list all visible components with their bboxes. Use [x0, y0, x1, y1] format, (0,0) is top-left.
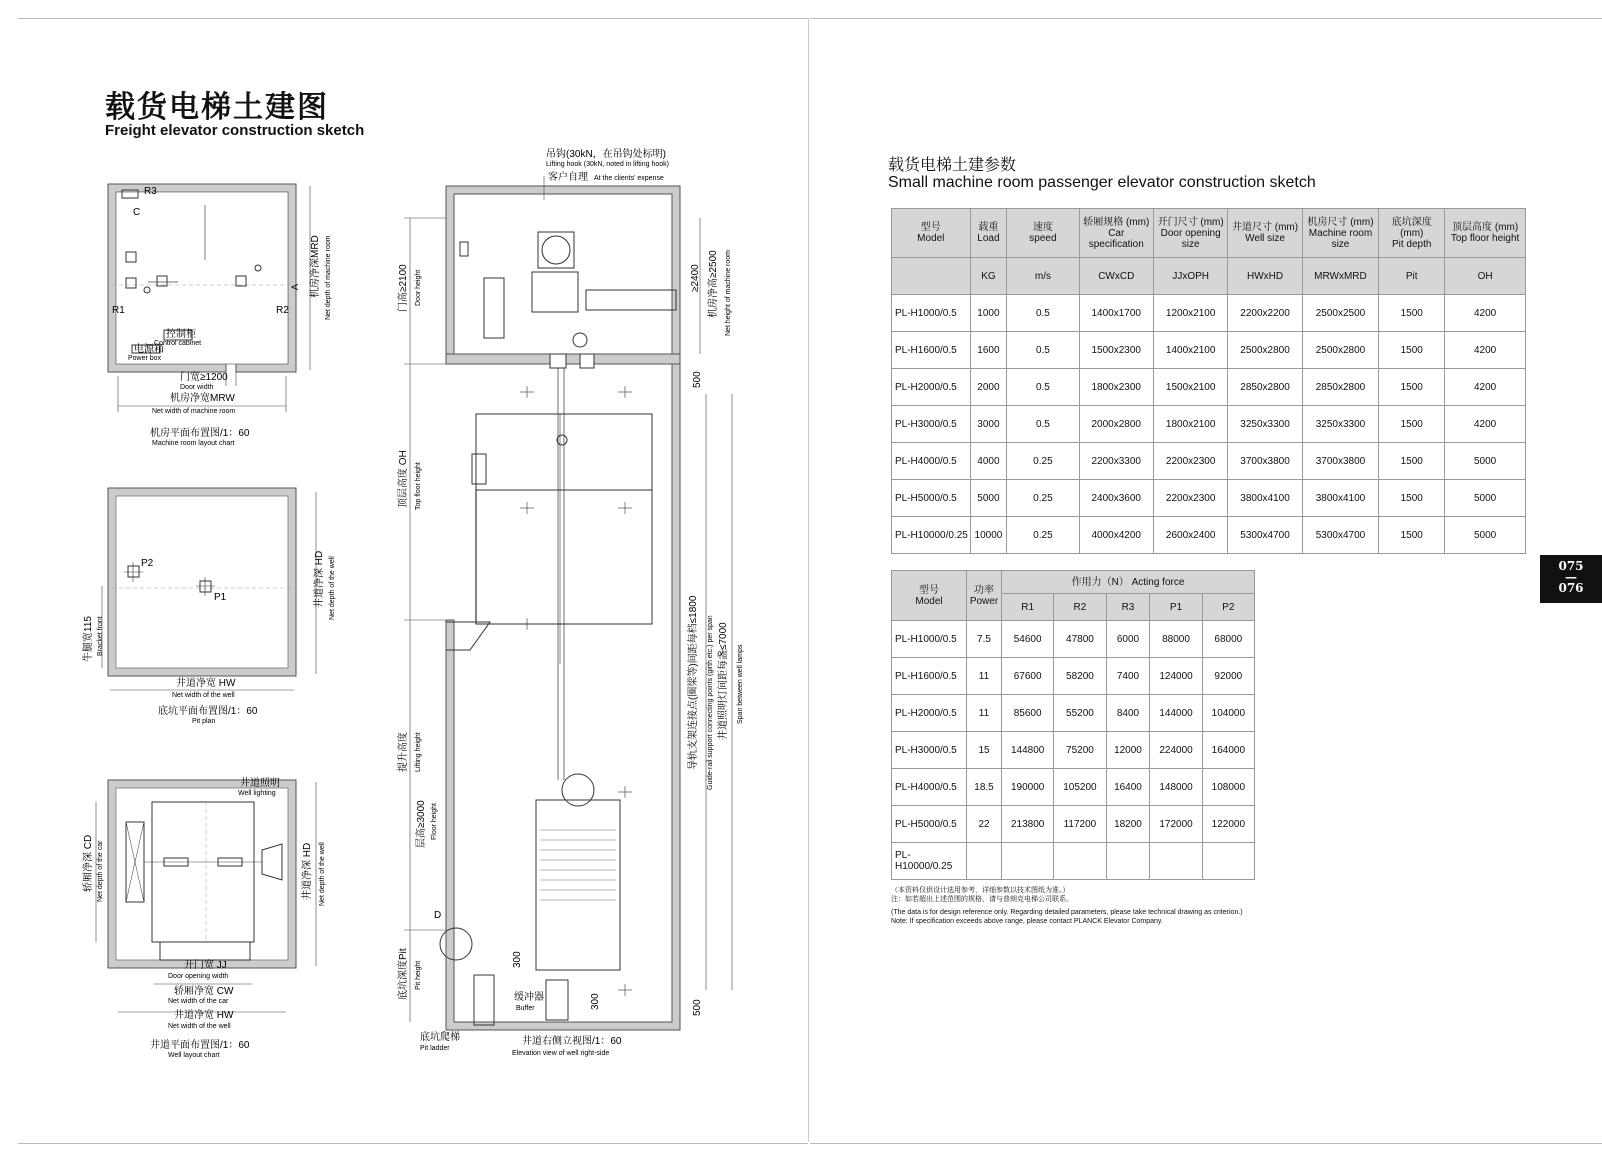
t2-cell: 11 [967, 695, 1002, 732]
hd-en-well: Net depth of the well [319, 842, 326, 906]
t1-cell: 2600x2400 [1153, 517, 1227, 554]
t1-cell: 1800x2100 [1153, 406, 1227, 443]
note-4: Note: If specification exceeds above range, please contact PLANCK Elevator Company. [891, 918, 1163, 925]
mr-plan-en: Machine room layout chart [152, 440, 235, 447]
t2-cell [1002, 843, 1054, 880]
t1-cell: 2500x2800 [1228, 332, 1302, 369]
t1-cell: 0.5 [1007, 406, 1079, 443]
client-en: At the clients' expense [594, 175, 664, 182]
t1-cell: 3250x3300 [1228, 406, 1302, 443]
cw-en: Net width of the car [168, 998, 229, 1005]
t1-cell: 5000 [1445, 517, 1526, 554]
cw-cn: 轿厢净宽 CW [174, 986, 234, 997]
t2-cell: 7.5 [967, 621, 1002, 658]
t2-cell [1150, 843, 1202, 880]
table1-unit-row [892, 258, 1526, 295]
label-p2: P2 [141, 558, 154, 569]
table-row [892, 769, 1255, 806]
right-title-cn: 载货电梯土建参数 [888, 157, 1017, 174]
well-plan [81, 776, 326, 1059]
mr-plan-cn: 机房平面布置图/1：60 [150, 428, 250, 439]
t1-cell: 0.25 [1007, 480, 1079, 517]
t1-cell: PL-H10000/0.25 [892, 517, 971, 554]
t1-header-7: 底坑深度 (mm) Pit depth [1379, 209, 1445, 258]
t1-cell: 3700x3800 [1302, 443, 1378, 480]
table1-header-row [892, 209, 1526, 258]
t2-force-header: 作用力（N） Acting force [1002, 571, 1255, 594]
oh-cn: 顶层高度 OH [398, 450, 409, 508]
cd-en: Net depth of the car [97, 840, 104, 902]
page-number-badge [1540, 555, 1602, 603]
t2-cell: 22 [967, 806, 1002, 843]
mr-height-cn: 机房净高≥2500 [708, 250, 719, 318]
t1-unit-3: CWxCD [1079, 258, 1153, 295]
t1-cell: 1500 [1379, 480, 1445, 517]
t1-cell: 1400x2100 [1153, 332, 1227, 369]
t2-cell: 144800 [1002, 732, 1054, 769]
t1-cell: 5000 [1445, 480, 1526, 517]
t2-cell: 144000 [1150, 695, 1202, 732]
hw-en-pit: Net width of the well [172, 692, 235, 699]
t1-cell: 2200x2300 [1153, 443, 1227, 480]
t1-header-2: 速度 speed [1007, 209, 1079, 258]
t1-cell: 2850x2800 [1228, 369, 1302, 406]
note-2: 注：如若超出上述范围的规格，请与普朗克电梯公司联系。 [891, 896, 1073, 903]
label-a: A [290, 283, 300, 290]
t1-cell: 5300x4700 [1228, 517, 1302, 554]
t2-model-header: 型号 Model [892, 571, 967, 621]
t1-cell: 1400x1700 [1079, 295, 1153, 332]
t1-cell: 1000 [970, 295, 1007, 332]
t2-cell: 124000 [1150, 658, 1202, 695]
hd-cn-well: 井道净深 HD [302, 842, 313, 900]
t1-cell: 1500x2100 [1153, 369, 1227, 406]
elevation-view [396, 147, 744, 1057]
t2-cell: 15 [967, 732, 1002, 769]
t1-cell: 2000 [970, 369, 1007, 406]
floor-height-en: Floor height [431, 803, 438, 840]
bracket-en: Bracket front [97, 616, 104, 656]
t1-cell: PL-H3000/0.5 [892, 406, 971, 443]
d300-left: 300 [512, 951, 523, 968]
table-row [892, 732, 1255, 769]
table-row [892, 695, 1255, 732]
t2-cell: 117200 [1054, 806, 1106, 843]
t1-cell: 1500 [1379, 332, 1445, 369]
t2-cell: 7400 [1106, 658, 1150, 695]
table-row [892, 406, 1526, 443]
lift-cn: 提升高度 [398, 732, 409, 772]
hw-cn-well: 井道净宽 HW [174, 1010, 234, 1021]
table2-header-row [892, 571, 1255, 594]
t2-cell: 172000 [1150, 806, 1202, 843]
t2-cell: 58200 [1054, 658, 1106, 695]
t2-cell: PL-H3000/0.5 [892, 732, 967, 769]
t2-cell: 54600 [1002, 621, 1054, 658]
t1-header-1: 载重 Load [970, 209, 1007, 258]
lighting-cn: 井道照明 [240, 778, 280, 789]
t1-cell: 0.5 [1007, 295, 1079, 332]
table-row [892, 369, 1526, 406]
mrd-en: Net depth of machine room [325, 235, 332, 320]
buffer-en: Buffer [516, 1005, 535, 1012]
lift-en: Lifting height [415, 732, 422, 772]
t2-cell: 122000 [1202, 806, 1254, 843]
t2-cell [1202, 843, 1254, 880]
t2-cell [1106, 843, 1150, 880]
t1-cell: 2400x3600 [1079, 480, 1153, 517]
mr-height-en: Net height of machine room [725, 250, 732, 336]
label-p1: P1 [214, 592, 227, 603]
t1-cell: 4200 [1445, 369, 1526, 406]
jj-cn: 开门宽 JJ [184, 960, 227, 971]
oh-en: Top floor height [415, 462, 422, 510]
t2-cell: 148000 [1150, 769, 1202, 806]
t2-cell: 88000 [1150, 621, 1202, 658]
pit-plan-cn: 底坑平面布置图/1：60 [158, 706, 258, 717]
t2-cell: PL-H10000/0.25 [892, 843, 967, 880]
ladder-cn: 底坑爬梯 [420, 1032, 460, 1043]
rail-cn: 导轨支架连接点(圈梁等)间距每档≤1800 [688, 595, 699, 770]
t1-cell: 1600 [970, 332, 1007, 369]
note-3: (The data is for design reference only. Regarding detailed parameters, please take technical drawing as criterion.) [891, 909, 1243, 916]
t1-cell: 3800x4100 [1228, 480, 1302, 517]
label-d: D [434, 910, 442, 921]
t2-cell: 164000 [1202, 732, 1254, 769]
table-row [892, 658, 1255, 695]
t1-header-6: 机房尺寸 (mm) Machine room size [1302, 209, 1378, 258]
t1-cell: 0.5 [1007, 369, 1079, 406]
t1-cell: 2500x2800 [1302, 332, 1378, 369]
ge2400: ≥2400 [690, 264, 701, 292]
label-r1: R1 [112, 305, 125, 316]
t1-cell: 0.25 [1007, 517, 1079, 554]
label-r2: R2 [276, 305, 289, 316]
table-row [892, 621, 1255, 658]
d500-top: 500 [692, 371, 703, 388]
bracket-cn: 牛腿宽115 [83, 616, 94, 662]
t1-cell: 5000 [1445, 443, 1526, 480]
hw-cn-pit: 井道净宽 HW [176, 678, 236, 689]
t1-cell: 1500 [1379, 369, 1445, 406]
t2-power-header: 功率 Power [967, 571, 1002, 621]
hw-en-well: Net width of the well [168, 1023, 231, 1030]
well-plan-en: Well layout chart [168, 1052, 220, 1059]
t2-cell: 85600 [1002, 695, 1054, 732]
t1-cell: 2200x2300 [1153, 480, 1227, 517]
t2-cell: 6000 [1106, 621, 1150, 658]
table-row [892, 480, 1526, 517]
t1-header-5: 井道尺寸 (mm) Well size [1228, 209, 1302, 258]
t2-cell: PL-H1600/0.5 [892, 658, 967, 695]
pit-depth-cn: 底坑深度Pit [398, 948, 409, 1000]
elevation-cn: 井道右侧立视图/1：60 [522, 1036, 622, 1047]
label-r3: R3 [144, 186, 157, 197]
t2-cell [967, 843, 1002, 880]
jj-en: Door opening width [168, 973, 229, 980]
t2-cell: 8400 [1106, 695, 1150, 732]
t2-force-col-p2: P2 [1202, 594, 1254, 621]
t2-force-col-p1: P1 [1150, 594, 1202, 621]
pit-plan-en: Pit plan [192, 718, 216, 725]
table-row [892, 443, 1526, 480]
lamp-cn: 井道照明灯间距每盏≤7000 [718, 622, 729, 740]
pit-depth-en: Pit height [415, 960, 422, 990]
t2-cell: 190000 [1002, 769, 1054, 806]
t1-cell: 4200 [1445, 406, 1526, 443]
control-cabinet-en: Control cabinet [154, 340, 202, 347]
t1-cell: 0.25 [1007, 443, 1079, 480]
t1-cell: 4200 [1445, 295, 1526, 332]
t1-unit-0 [892, 258, 971, 295]
lamp-en: Span between well lamps [737, 644, 744, 724]
t1-cell: 2000x2800 [1079, 406, 1153, 443]
construction-drawings [0, 0, 800, 1156]
t1-cell: PL-H2000/0.5 [892, 369, 971, 406]
t2-force-col-r2: R2 [1054, 594, 1106, 621]
t1-unit-5: HWxHD [1228, 258, 1302, 295]
control-cabinet-cn: 控制柜 [166, 329, 196, 340]
door-height-cn: 门高≥2100 [398, 264, 409, 312]
note-1: （本资料仅供设计选用参考，详细参数以技术图纸为准。） [891, 887, 1070, 894]
left-title-cn: 载货电梯土建图 [105, 90, 329, 125]
page-number-top: 075 [1558, 559, 1584, 573]
t2-cell: 104000 [1202, 695, 1254, 732]
t2-cell: 92000 [1202, 658, 1254, 695]
t2-cell: 55200 [1054, 695, 1106, 732]
t1-cell: 2200x2200 [1228, 295, 1302, 332]
t1-cell: 1500 [1379, 517, 1445, 554]
t1-cell: 10000 [970, 517, 1007, 554]
table-row [892, 806, 1255, 843]
t2-force-col-r1: R1 [1002, 594, 1054, 621]
table-row [892, 295, 1526, 332]
t2-cell: 75200 [1054, 732, 1106, 769]
t1-cell: PL-H1000/0.5 [892, 295, 971, 332]
table-row [892, 843, 1255, 880]
mrd-cn: 机房净深MRD [310, 235, 321, 298]
acting-force-table [891, 570, 1255, 880]
d300-right: 300 [590, 993, 601, 1010]
t1-header-0: 型号 Model [892, 209, 971, 258]
rail-en: Guide-rail support connecting points (girth etc.) per span [707, 615, 714, 790]
t1-cell: 2500x2500 [1302, 295, 1378, 332]
t1-cell: 5300x4700 [1302, 517, 1378, 554]
t1-header-3: 轿厢规格 (mm) Car specification [1079, 209, 1153, 258]
t1-cell: PL-H1600/0.5 [892, 332, 971, 369]
right-title-en: Small machine room passenger elevator construction sketch [888, 174, 1316, 191]
t1-unit-4: JJxOPH [1153, 258, 1227, 295]
notes [891, 886, 1311, 926]
buffer-cn: 缓冲器 [514, 992, 544, 1003]
page-number-sep: — [1565, 570, 1577, 584]
pit-plan [81, 488, 336, 725]
door-width-en: Door width [180, 384, 214, 391]
client-cn: 客户自理 [548, 172, 588, 183]
t1-cell: 3700x3800 [1228, 443, 1302, 480]
t1-cell: 4000x4200 [1079, 517, 1153, 554]
t1-cell: 1800x2300 [1079, 369, 1153, 406]
ladder-en: Pit ladder [420, 1045, 450, 1052]
t1-cell: 1500 [1379, 443, 1445, 480]
hd-en-pit: Net depth of the well [329, 556, 336, 620]
t1-cell: PL-H5000/0.5 [892, 480, 971, 517]
d500-bottom: 500 [692, 999, 703, 1016]
door-width-cn: 门宽≥1200 [180, 372, 228, 383]
t1-header-4: 开门尺寸 (mm) Door opening size [1153, 209, 1227, 258]
power-box-en: Power box [128, 355, 162, 362]
hook-cn: 吊钩(30kN，在吊钩处标明) [546, 149, 667, 160]
machine-room-plan [108, 184, 332, 447]
t1-cell: 5000 [970, 480, 1007, 517]
t1-unit-7: Pit [1379, 258, 1445, 295]
t1-header-8: 顶层高度 (mm) Top floor height [1445, 209, 1526, 258]
t1-cell: 4000 [970, 443, 1007, 480]
t2-cell: 67600 [1002, 658, 1054, 695]
t1-cell: 2200x3300 [1079, 443, 1153, 480]
t1-unit-1: KG [970, 258, 1007, 295]
power-box-cn: 电源箱 [134, 344, 164, 355]
t2-cell: 16400 [1106, 769, 1150, 806]
t1-cell: 3800x4100 [1302, 480, 1378, 517]
hd-cn-pit: 井道净深 HD [314, 550, 325, 608]
mrw-cn: 机房净宽MRW [170, 393, 235, 404]
t2-cell: 18.5 [967, 769, 1002, 806]
t2-cell: 18200 [1106, 806, 1150, 843]
t2-cell: 213800 [1002, 806, 1054, 843]
lighting-en: Well lighting [238, 790, 276, 797]
t1-cell: 3250x3300 [1302, 406, 1378, 443]
hook-en: Lifting hook (30kN, noted in lifting hook) [546, 161, 669, 168]
floor-height-cn: 层高≥3000 [416, 800, 427, 848]
elevation-en: Elevation view of well right-side [512, 1050, 610, 1057]
t1-unit-2: m/s [1007, 258, 1079, 295]
t2-cell [1054, 843, 1106, 880]
page-gutter [808, 18, 809, 1142]
t1-cell: 1500x2300 [1079, 332, 1153, 369]
t2-cell: 11 [967, 658, 1002, 695]
mrw-en: Net width of machine room [152, 408, 236, 415]
t2-cell: PL-H2000/0.5 [892, 695, 967, 732]
t2-cell: PL-H1000/0.5 [892, 621, 967, 658]
t2-cell: 68000 [1202, 621, 1254, 658]
t2-cell: 12000 [1106, 732, 1150, 769]
construction-parameters-table [891, 208, 1526, 554]
t1-cell: 2850x2800 [1302, 369, 1378, 406]
door-height-en: Door height [415, 269, 422, 306]
t2-cell: 108000 [1202, 769, 1254, 806]
table-row [892, 332, 1526, 369]
t1-cell: 1500 [1379, 295, 1445, 332]
t2-cell: 224000 [1150, 732, 1202, 769]
t1-cell: 1500 [1379, 406, 1445, 443]
t1-cell: 3000 [970, 406, 1007, 443]
table-row [892, 517, 1526, 554]
t1-unit-6: MRWxMRD [1302, 258, 1378, 295]
t2-cell: 47800 [1054, 621, 1106, 658]
t2-cell: 105200 [1054, 769, 1106, 806]
t2-cell: PL-H5000/0.5 [892, 806, 967, 843]
cd-cn: 轿厢净深 CD [83, 834, 94, 892]
t1-cell: 1200x2100 [1153, 295, 1227, 332]
t1-unit-8: OH [1445, 258, 1526, 295]
t1-cell: 0.5 [1007, 332, 1079, 369]
t2-force-col-r3: R3 [1106, 594, 1150, 621]
page-number-bottom: 076 [1558, 581, 1584, 595]
t1-cell: PL-H4000/0.5 [892, 443, 971, 480]
left-title-en: Freight elevator construction sketch [105, 122, 365, 139]
label-c: C [133, 207, 141, 218]
t1-cell: 4200 [1445, 332, 1526, 369]
well-plan-cn: 井道平面布置图/1：60 [150, 1040, 250, 1051]
t2-cell: PL-H4000/0.5 [892, 769, 967, 806]
